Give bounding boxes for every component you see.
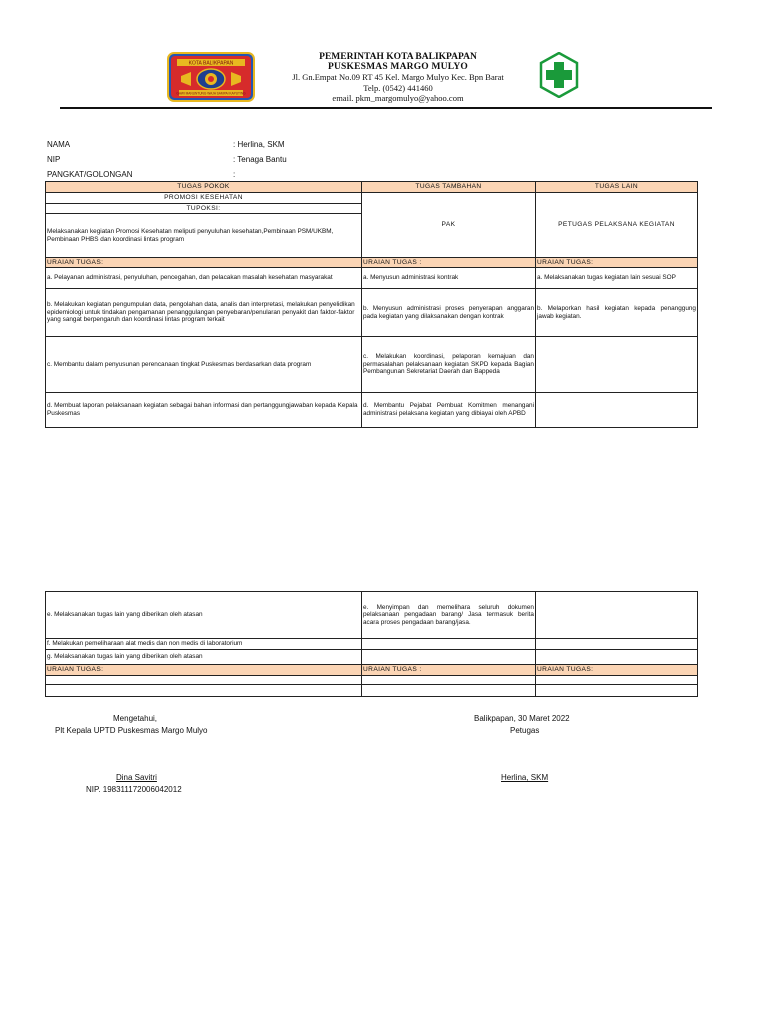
duty-row-a-pokok: a. Pelayanan administrasi, penyuluhan, pencegahan, dan pelacakan masalah kesehatan masyarakat	[46, 268, 362, 289]
sign-right-name: Herlina, SKM	[501, 773, 549, 782]
empty-cell	[46, 676, 362, 685]
health-cross-logo	[539, 52, 579, 98]
duty-row-b-lain: b. Melaporkan hasil kegiatan kepada penanggung jawab kegiatan.	[536, 289, 698, 337]
identity-label-rank: PANGKAT/GOLONGAN	[47, 170, 133, 179]
other-duty: PETUGAS PELAKSANA KEGIATAN	[536, 193, 698, 258]
empty-cell	[362, 685, 536, 697]
uraian-label-pokok: URAIAN TUGAS:	[46, 258, 362, 268]
identity-label-nip: NIP	[47, 155, 61, 164]
duty-row-c-lain	[536, 337, 698, 393]
duty-row-c-pokok: c. Membantu dalam penyusunan perencanaan tingkat Puskesmas berdasarkan data program	[46, 337, 362, 393]
sign-left-title: Plt Kepala UPTD Puskesmas Margo Mulyo	[55, 726, 208, 735]
duty-row-a-tambahan: a. Menyusun administrasi kontrak	[362, 268, 536, 289]
task-table-continued	[45, 591, 698, 697]
duty-row-f-lain	[536, 639, 698, 650]
header-tugas-lain: TUGAS LAIN	[536, 182, 698, 193]
clinic-address: Jl. Gn.Empat No.09 RT 45 Kel. Margo Mulyo Kec. Bpn Barat	[292, 72, 504, 82]
uraian-label-lain: URAIAN TUGAS:	[536, 258, 698, 268]
duty-row-d-tambahan: d. Membantu Pejabat Pembuat Komitmen menangani administrasi pelaksana kegiatan yang dibiayai oleh APBD	[362, 393, 536, 428]
sign-acknowledged: Mengetahui,	[113, 714, 158, 723]
government-name: PEMERINTAH KOTA BALIKPAPAN	[319, 52, 477, 62]
clinic-name: PUSKESMAS MARGO MULYO	[327, 62, 469, 72]
clinic-email: email. pkm_margomulyo@yahoo.com	[332, 93, 464, 103]
empty-cell	[46, 685, 362, 697]
identity-label-name: NAMA	[47, 140, 71, 149]
duty-row-e-pokok: e. Melaksanakan tugas lain yang diberikan oleh atasan	[46, 592, 362, 639]
header-tugas-pokok: TUGAS POKOK	[46, 182, 362, 193]
duty-row-b-tambahan: b. Menyusun administrasi proses penyerapan anggaran pada kegiatan yang dilaksanakan dengan kontrak	[362, 289, 536, 337]
duty-row-c-tambahan: c. Melakukan koordinasi, pelaporan kemajuan dan permasalahan pelaksanaan kegiatan SKPD kepada Bagian Pembangunan Sekretariat Daerah dan Bappeda	[362, 337, 536, 393]
identity-value-name: : Herlina, SKM	[233, 140, 285, 149]
sign-right-title: Petugas	[510, 726, 540, 735]
empty-cell	[536, 676, 698, 685]
duty-row-e-tambahan: e. Menyimpan dan memelihara seluruh dokumen pelaksanaan pengadaan barang/ Jasa termasuk berita acara proses pengadaan barang/jasa.	[362, 592, 536, 639]
program-name: PROMOSI KESEHATAN	[46, 193, 362, 204]
duty-row-a-lain: a. Melaksanakan tugas kegiatan lain sesuai SOP	[536, 268, 698, 289]
uraian-label-lain-2: URAIAN TUGAS:	[536, 665, 698, 676]
identity-value-rank: :	[233, 170, 236, 179]
identity-value-nip: : Tenaga Bantu	[233, 155, 287, 164]
logo-bottom-text: GAWI MANUNTUNG WAJA SAMPAI KAPUTING	[176, 91, 246, 96]
header-tugas-tambahan: TUGAS TAMBAHAN	[362, 182, 536, 193]
duty-row-b-pokok: b. Melakukan kegiatan pengumpulan data, pengolahan data, analis dan interpretasi, melakukan penyelidikan epidemiologi untuk tindakan pengamanan penanggulangan penyebaran/penularan penyakit dan faktor-faktor yang sangat berpengaruh dan koordinasi lintas program terkait	[46, 289, 362, 337]
duty-row-d-lain	[536, 393, 698, 428]
uraian-label-tambahan-2: URAIAN TUGAS :	[362, 665, 536, 676]
duty-row-g-lain	[536, 650, 698, 665]
empty-cell	[536, 685, 698, 697]
tupoksi-label: TUPOKSI:	[46, 204, 362, 214]
duty-row-d-pokok: d. Membuat laporan pelaksanaan kegiatan sebagai bahan informasi dan pertanggungjawaban kepada Kepala Puskesmas	[46, 393, 362, 428]
sign-place-date: Balikpapan, 30 Maret 2022	[474, 714, 570, 723]
duty-row-g-pokok: g. Melaksanakan tugas lain yang diberikan oleh atasan	[46, 650, 362, 665]
tupoksi-description: Melaksanakan kegiatan Promosi Kesehatan meliputi penyuluhan kesehatan,Pembinaan PSM/UKBM, Pembinaan PHBS dan koordinasi lintas program	[46, 214, 362, 258]
logo-top-text: KOTA BALIKPAPAN	[188, 60, 234, 67]
duty-row-f-tambahan	[362, 639, 536, 650]
uraian-label-tambahan: URAIAN TUGAS :	[362, 258, 536, 268]
duty-row-f-pokok: f. Melakukan pemeliharaan alat medis dan non medis di laboratorium	[46, 639, 362, 650]
city-emblem-logo	[167, 52, 255, 102]
letterhead-divider	[60, 107, 712, 109]
sign-left-name: Dina Savitri	[116, 773, 157, 782]
duty-row-e-lain	[536, 592, 698, 639]
duty-row-g-tambahan	[362, 650, 536, 665]
letterhead-block	[260, 52, 536, 104]
task-table	[45, 181, 698, 428]
uraian-label-pokok-2: URAIAN TUGAS:	[46, 665, 362, 676]
additional-duty: PAK	[362, 193, 536, 258]
sign-left-nip: NIP. 198311172006042012	[86, 785, 182, 794]
empty-cell	[362, 676, 536, 685]
clinic-phone: Telp. (0542) 441460	[363, 82, 433, 93]
